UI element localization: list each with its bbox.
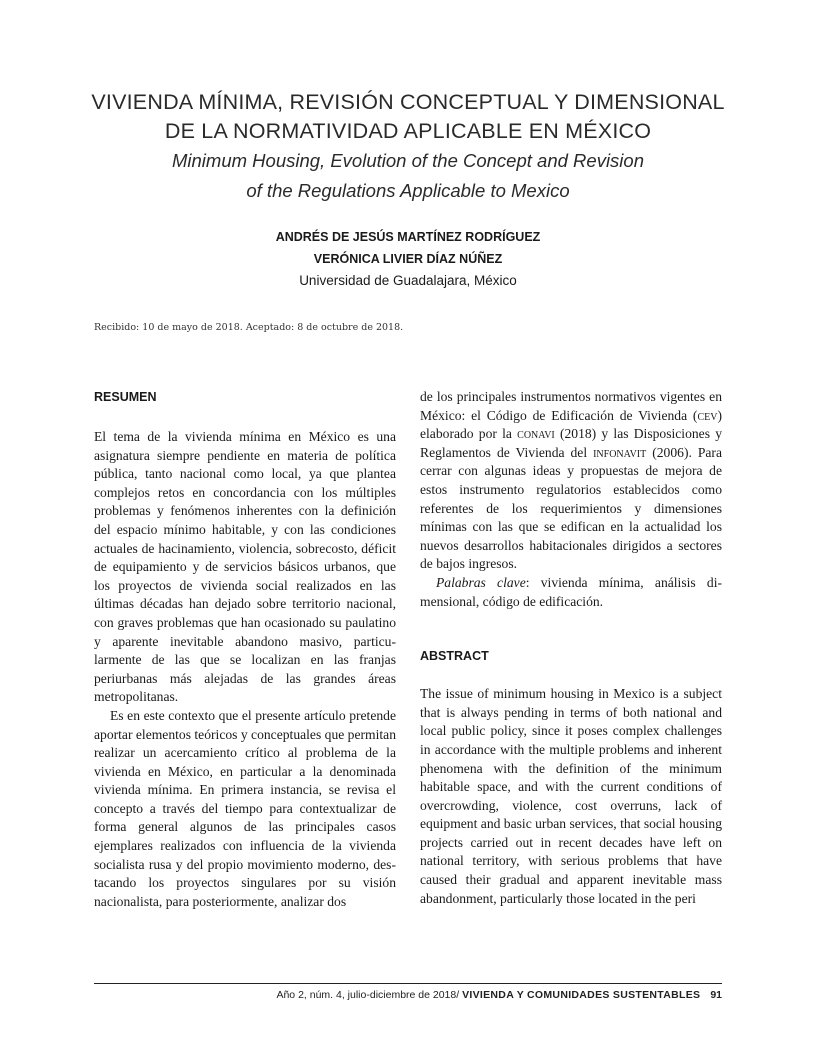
title-spanish-line-2: DE LA NORMATIVIDAD APLICABLE EN MÉXICO (164, 119, 652, 143)
left-column (94, 388, 396, 911)
keywords-label: Palabras clave (436, 574, 526, 590)
keywords (420, 574, 722, 611)
resumen-paragraph-1: El tema de la vivienda mínima en México es una asignatura siempre pendiente en materia de política pública, tanto nacional como local, ya que plantea complejos retos en concordancia con los múltiples problemas y fenómenos inherentes con la definición del espacio mínimo habitable, y con las condiciones actuales de hacinamiento, violencia, sobrecosto, déficit de equipamiento y de servicios básicos urbanos, que los proyectos de vivienda social realizados en las últimas décadas han dejado sobre territorio nacional, con graves problemas que han ocasionado su paulatino y aparente inevitable abandono masivo, particularmente de las que se localizan en las franjas periurbanas más alejadas de las grandes áreas metropolitanas. (94, 429, 396, 705)
abstract-heading: ABSTRACT (420, 649, 489, 664)
resumen-p3-part-a: de los principales instrumentos normativos vigentes en México: el Código de Edificación de Vivienda ( (420, 389, 722, 423)
affiliation: Universidad de Guadalajara, México (299, 273, 517, 288)
received-dates: Recibido: 10 de mayo de 2018. Aceptado: 8 de octubre de 2018. (94, 322, 404, 333)
footer-journal-name: VIVIENDA Y COMUNIDADES SUSTENTABLES (462, 989, 701, 1001)
author-block (60, 226, 756, 292)
resumen-p3-part-c: (2018) y las Disposiciones y Reglamentos de Vivienda del (420, 426, 723, 460)
author-2: VERÓNICA LIVIER DÍAZ NÚÑEZ (313, 252, 503, 266)
article-header (60, 88, 756, 206)
title-english-line-1: Minimum Housing, Evolution of the Concept and Revision (172, 150, 644, 171)
right-column (420, 388, 722, 908)
abstract-paragraph-1: The issue of minimum housing in Mexico is a subject that is always pending in terms of both national and local public policy, since it poses complex challenges in accordance with the multiple problems and inherent phenomena with the definition of the minimum habitable space, and with the current conditions of overcrowding, violence, cost overruns, lack of equipment and basic urban services, that social housing projects carried out in recent decades have left on national territory, with serious problems that have caused their gradual and apparent inevitable mass abandonment, particularly those located in the peri (420, 686, 723, 906)
resumen-p3-part-b: ) elaborado por la (420, 407, 722, 442)
resumen-paragraph-2: Es en este contexto que el presente artículo pretende aportar elementos teóricos y conceptuales que permitan realizar un acercamiento crítico al problema de la vivienda en México, en particular a la denominada vivienda mínima. En primera instancia, se revisa el concepto a través del tiempo para contextualizar de forma general algunos de las principales casos ejemplares realizados con influencia de la vivienda socialista rusa y del propio movimiento moderno, destacando los proyectos singulares por su visión nacionalista, para posteriormente, analizar dos (94, 707, 396, 909)
acronym-cev: cev (697, 407, 718, 423)
resumen-p3-part-d: (2006). Para cerrar con algunas ideas y propuestas de mejora de estos instrumento regulatorios establecidos como referentes de los requerimientos y dimensiones mínimas con las que se edifican en la actualidad los nuevos desarrollos habitacionales dirigidos a sectores de bajos ingresos. (420, 444, 722, 572)
acronym-infonavit: infonavit (593, 444, 647, 460)
footer-rule (94, 983, 722, 984)
author-1: ANDRÉS DE JESÚS MARTÍNEZ RODRÍGUEZ (275, 230, 541, 244)
page-footer (94, 989, 722, 1001)
title-english-line-2: of the Regulations Applicable to Mexico (246, 180, 570, 201)
footer-issue: Año 2, núm. 4, julio-diciembre de 2018/ (276, 989, 463, 1001)
resumen-heading: RESUMEN (94, 390, 157, 404)
resumen-paragraph-3 (420, 388, 722, 574)
keywords-list: : vivienda mínima, análisis dimensional, código de edificación. (420, 574, 723, 609)
title-spanish-line-1: VIVIENDA MÍNIMA, REVISIÓN CONCEPTUAL Y DIMENSIONAL (91, 90, 725, 114)
acronym-conavi: conavi (517, 426, 555, 442)
page-number: 91 (710, 989, 722, 1001)
